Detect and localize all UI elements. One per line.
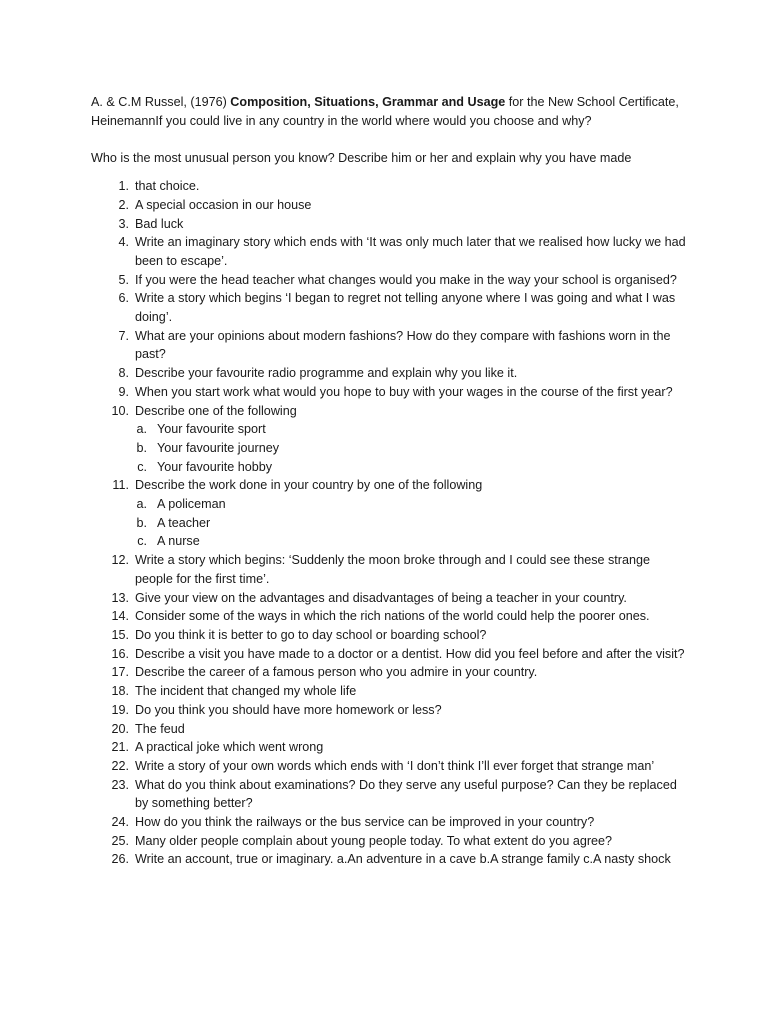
- list-item-number: 21.: [111, 740, 129, 755]
- sub-list-item-letter: b.: [136, 440, 147, 455]
- sub-list-item: [135, 532, 691, 551]
- list-item-number: 10.: [111, 403, 129, 418]
- list-item: [91, 682, 691, 701]
- sub-list-item-letter: a.: [136, 422, 147, 437]
- list-item-text: Describe one of the following: [135, 403, 297, 418]
- reference-suffix: for the New School Certificate, HeinemannIf you could live in any country in the world where would you choose and why?: [91, 95, 679, 128]
- list-item: [91, 327, 691, 364]
- list-item: [91, 626, 691, 645]
- list-item: [91, 757, 691, 776]
- list-item-text: Many older people complain about young people today. To what extent do you agree?: [135, 833, 613, 848]
- list-item: [91, 589, 691, 608]
- list-item-text: Describe the career of a famous person who you admire in your country.: [135, 665, 538, 680]
- list-item-number: 7.: [118, 328, 129, 343]
- sub-list-item-text: Your favourite sport: [157, 422, 266, 437]
- list-item-text: Write a story which begins: ‘Suddenly the moon broke through and I could see these strange people for the first time’.: [135, 553, 651, 586]
- list-item: [91, 476, 691, 551]
- list-item: [91, 364, 691, 383]
- list-item-number: 26.: [111, 852, 129, 867]
- reference-prefix: A. & C.M Russel, (1976): [91, 95, 231, 109]
- list-item-text: Describe a visit you have made to a doctor or a dentist. How did you feel before and after the visit?: [135, 646, 685, 661]
- list-item-text: Do you think you should have more homework or less?: [135, 702, 442, 717]
- document-page: [91, 93, 691, 869]
- sub-list-item-letter: c.: [137, 534, 147, 549]
- list-item: [91, 813, 691, 832]
- sub-list-item: [135, 495, 691, 514]
- sub-list-item: [135, 420, 691, 439]
- list-item-number: 6.: [118, 291, 129, 306]
- sub-list-item-letter: c.: [137, 459, 147, 474]
- list-item-number: 8.: [118, 366, 129, 381]
- list-item-number: 13.: [111, 590, 129, 605]
- list-item-text: Write an imaginary story which ends with ‘It was only much later that we realised how lucky we had been to escape’.: [135, 235, 686, 268]
- list-item-number: 2.: [118, 197, 129, 212]
- list-item: [91, 215, 691, 234]
- sub-list-item-text: A teacher: [157, 515, 211, 530]
- sub-list-item: [135, 514, 691, 533]
- list-item-text: Write an account, true or imaginary. a.An adventure in a cave b.A strange family c.A nasty shock: [135, 852, 671, 867]
- list-item-text: A practical joke which went wrong: [135, 740, 324, 755]
- list-item-number: 20.: [111, 721, 129, 736]
- list-item-number: 24.: [111, 815, 129, 830]
- list-item-number: 5.: [118, 272, 129, 287]
- book-title: Composition, Situations, Grammar and Usage: [230, 95, 506, 109]
- list-item-number: 16.: [111, 646, 129, 661]
- list-item-text: If you were the head teacher what changes would you make in the way your school is organised?: [135, 272, 677, 287]
- list-item-text: Bad luck: [135, 216, 184, 231]
- list-item-number: 11.: [112, 478, 129, 493]
- list-item: [91, 383, 691, 402]
- list-item-number: 1.: [118, 179, 129, 194]
- composition-topics-list: [91, 177, 691, 869]
- list-item: [91, 645, 691, 664]
- list-item: [91, 663, 691, 682]
- sub-list: [135, 495, 691, 551]
- sub-list-item: [135, 439, 691, 458]
- sub-list-item-letter: a.: [136, 497, 147, 512]
- list-item: [91, 701, 691, 720]
- list-item-number: 22.: [111, 758, 129, 773]
- list-item: [91, 850, 691, 869]
- list-item-text: Describe your favourite radio programme and explain why you like it.: [135, 366, 518, 381]
- list-item-text: How do you think the railways or the bus service can be improved in your country?: [135, 815, 595, 830]
- list-item-text: Consider some of the ways in which the rich nations of the world could help the poorer ones.: [135, 609, 650, 624]
- reference-paragraph: [91, 93, 691, 130]
- list-item-text: The feud: [135, 721, 185, 736]
- list-item: [91, 738, 691, 757]
- sub-list-item-text: Your favourite journey: [157, 440, 280, 455]
- list-item-text: A special occasion in our house: [135, 197, 312, 212]
- list-item-number: 19.: [111, 702, 129, 717]
- sub-list-item-text: A nurse: [157, 534, 200, 549]
- list-item: [91, 289, 691, 326]
- list-item-text: that choice.: [135, 179, 200, 194]
- list-item-text: What do you think about examinations? Do they serve any useful purpose? Can they be replaced by something better?: [135, 777, 677, 811]
- list-item-number: 14.: [111, 609, 129, 624]
- list-item: [91, 720, 691, 739]
- list-item-number: 15.: [111, 627, 129, 642]
- list-item-text: Do you think it is better to go to day school or boarding school?: [135, 627, 487, 642]
- sub-list-item-text: A policeman: [157, 497, 226, 512]
- sub-list-item-text: Your favourite hobby: [157, 459, 273, 474]
- list-item-text: The incident that changed my whole life: [135, 684, 357, 699]
- list-item-text: Describe the work done in your country by one of the following: [135, 478, 483, 493]
- list-item: [91, 607, 691, 626]
- list-item-text: Write a story which begins ‘I began to regret not telling anyone where I was going and what I was doing’.: [135, 291, 676, 325]
- list-item: [91, 196, 691, 215]
- list-item: [91, 177, 691, 196]
- sub-list: [135, 420, 691, 476]
- prompt-paragraph: Who is the most unusual person you know? Describe him or her and explain why you have made: [91, 151, 632, 166]
- list-item-number: 25.: [111, 833, 129, 848]
- list-item-number: 17.: [111, 665, 129, 680]
- list-item: [91, 233, 691, 270]
- list-item-number: 4.: [118, 235, 129, 250]
- list-item: [91, 776, 691, 813]
- list-item-text: When you start work what would you hope to buy with your wages in the course of the first year?: [135, 384, 673, 399]
- list-item-text: Give your view on the advantages and disadvantages of being a teacher in your country.: [135, 590, 627, 605]
- sub-list-item: [135, 458, 691, 477]
- list-item-number: 9.: [118, 384, 129, 399]
- list-item: [91, 402, 691, 477]
- list-item: [91, 271, 691, 290]
- list-item-number: 18.: [111, 684, 129, 699]
- list-item: [91, 832, 691, 851]
- list-item-number: 23.: [111, 777, 129, 792]
- sub-list-item-letter: b.: [136, 515, 147, 530]
- list-item-text: Write a story of your own words which ends with ‘I don’t think I’ll ever forget that strange man’: [135, 758, 655, 773]
- list-item: [91, 551, 691, 588]
- list-item-number: 3.: [118, 216, 129, 231]
- list-item-number: 12.: [111, 553, 129, 568]
- list-item-text: What are your opinions about modern fashions? How do they compare with fashions worn in the past?: [135, 328, 671, 362]
